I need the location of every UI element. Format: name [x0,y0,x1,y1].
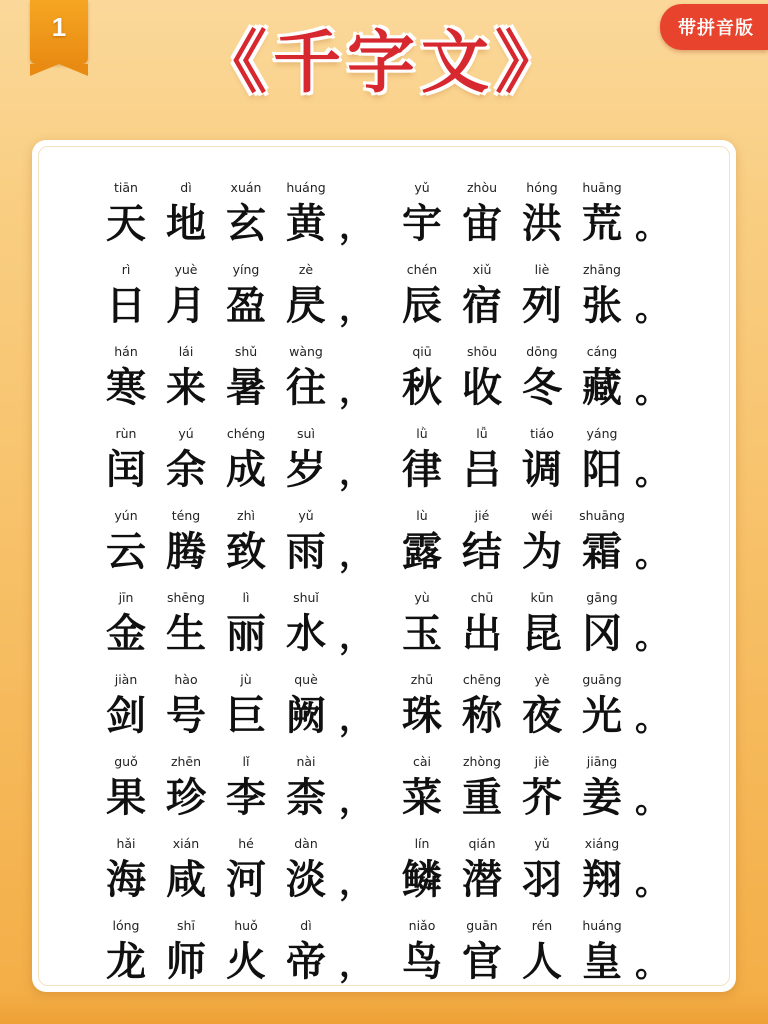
character-cell [216,508,276,575]
period-mark [632,844,672,903]
character-cell [452,426,512,493]
pinyin-label: guǒ [114,754,138,769]
hanzi-character: 荒 [582,200,622,247]
character-cell [572,754,632,821]
comma-glyph: ， [339,371,373,411]
character-cell [572,180,632,247]
period-mark [632,598,672,657]
character-cell [392,754,452,821]
pinyin-label: lǜ [416,426,428,441]
pinyin-label: zhòu [466,180,498,195]
pinyin-label: yuè [174,262,198,277]
hanzi-character: 吕 [462,446,502,493]
pinyin-label: hào [174,672,198,687]
character-cell [392,180,452,247]
pinyin-label: hóng [526,180,558,195]
period-glyph: 。 [635,453,669,493]
character-cell [276,754,336,821]
pinyin-label: gāng [586,590,618,605]
lesson-number-badge [30,0,88,64]
pinyin-label: jù [240,672,252,687]
character-cell [156,508,216,575]
pinyin-label: zhēn [170,754,202,769]
verse-row [58,818,710,903]
hanzi-character: 秋 [402,364,442,411]
hanzi-character: 来 [166,364,206,411]
hanzi-character: 菜 [402,774,442,821]
pinyin-label: cài [412,754,431,769]
period-mark [632,926,672,985]
verse-row [58,490,710,575]
character-cell [452,672,512,739]
pinyin-label: jīn [118,590,134,605]
pinyin-label: huáng [582,918,622,933]
pinyin-label: dì [180,180,192,195]
pinyin-label: guān [466,918,498,933]
verse-row [58,736,710,821]
character-cell [512,918,572,985]
comma-glyph: ， [339,289,373,329]
pinyin-label: dì [300,918,312,933]
character-cell [156,344,216,411]
pinyin-label: yún [114,508,138,523]
verse-row [58,900,710,985]
verse-row [58,244,710,329]
hanzi-character: 调 [522,446,562,493]
character-cell [276,836,336,903]
hanzi-character: 洪 [522,200,562,247]
character-cell [216,918,276,985]
hanzi-character: 果 [106,774,146,821]
hanzi-character: 巨 [226,692,266,739]
verse-row [58,326,710,411]
character-cell [156,672,216,739]
period-glyph: 。 [635,781,669,821]
character-cell [156,426,216,493]
hanzi-character: 霜 [582,528,622,575]
pinyin-version-tag: 带拼音版 [660,4,768,50]
character-cell [392,672,452,739]
comma-glyph: ， [339,863,373,903]
character-cell [392,508,452,575]
character-cell [156,754,216,821]
pinyin-label: suì [297,426,315,441]
hanzi-character: 成 [226,446,266,493]
hanzi-character: 潜 [462,856,502,903]
period-glyph: 。 [635,535,669,575]
hanzi-character: 龙 [106,938,146,985]
comma-mark [336,762,376,821]
period-mark [632,434,672,493]
pinyin-label: chū [470,590,494,605]
hanzi-character: 岁 [286,446,326,493]
character-cell [96,426,156,493]
hanzi-character: 宙 [462,200,502,247]
character-cell [216,590,276,657]
hanzi-character: 官 [462,938,502,985]
hanzi-character: 藏 [582,364,622,411]
verse-row [58,408,710,493]
pinyin-label: yǔ [534,836,550,851]
pinyin-label: xián [172,836,200,851]
character-cell [96,262,156,329]
comma-glyph: ， [339,945,373,985]
pinyin-label: qián [468,836,496,851]
hanzi-character: 玉 [402,610,442,657]
hanzi-character: 咸 [166,856,206,903]
character-cell [96,590,156,657]
hanzi-character: 收 [462,364,502,411]
period-glyph: 。 [635,371,669,411]
hanzi-character: 暑 [226,364,266,411]
character-cell [452,918,512,985]
hanzi-character: 致 [226,528,266,575]
pinyin-label: wàng [289,344,323,359]
hanzi-character: 鳞 [402,856,442,903]
character-cell [216,180,276,247]
hanzi-character: 寒 [106,364,146,411]
hanzi-character: 地 [166,200,206,247]
comma-glyph: ， [339,699,373,739]
pinyin-label: cáng [586,344,618,359]
character-cell [392,590,452,657]
page-title: 《千字文》 [198,23,569,103]
character-cell [452,508,512,575]
pinyin-label: jiè [534,754,550,769]
hanzi-character: 为 [522,528,562,575]
character-cell [276,344,336,411]
character-cell [452,344,512,411]
hanzi-character: 阳 [582,446,622,493]
hanzi-character: 皇 [582,938,622,985]
character-cell [512,836,572,903]
pinyin-label: hán [114,344,138,359]
hanzi-character: 辰 [402,282,442,329]
hanzi-character: 帝 [286,938,326,985]
pinyin-label: yǔ [298,508,314,523]
character-cell [276,672,336,739]
pinyin-label: shī [177,918,195,933]
pinyin-label: lín [414,836,430,851]
comma-glyph: ， [339,781,373,821]
pinyin-label: chēng [462,672,502,687]
hanzi-character: 律 [402,446,442,493]
character-cell [156,590,216,657]
pinyin-label: yíng [232,262,260,277]
hanzi-character: 月 [166,282,206,329]
pinyin-label: shēng [167,590,205,605]
comma-mark [336,434,376,493]
pinyin-label: liè [534,262,550,277]
comma-mark [336,844,376,903]
hanzi-character: 羽 [522,856,562,903]
character-cell [156,836,216,903]
pinyin-label: shuāng [579,508,625,523]
verse-row [58,654,710,739]
character-cell [512,672,572,739]
character-cell [572,426,632,493]
character-cell [276,508,336,575]
period-mark [632,516,672,575]
pinyin-label: chén [406,262,438,277]
pinyin-label: zhòng [463,754,501,769]
hanzi-character: 称 [462,692,502,739]
hanzi-character: 盈 [226,282,266,329]
pinyin-label: yú [178,426,194,441]
hanzi-character: 翔 [582,856,622,903]
title-container [0,23,768,103]
hanzi-character: 师 [166,938,206,985]
comma-glyph: ， [339,535,373,575]
pinyin-label: yè [534,672,550,687]
verse-row [58,572,710,657]
pinyin-label: dōng [526,344,558,359]
period-mark [632,188,672,247]
hanzi-character: 剑 [106,692,146,739]
character-cell [276,180,336,247]
period-glyph: 。 [635,207,669,247]
hanzi-character: 闰 [106,446,146,493]
hanzi-character: 珍 [166,774,206,821]
character-cell [156,918,216,985]
pinyin-label: lù [416,508,428,523]
character-cell [96,180,156,247]
hanzi-character: 姜 [582,774,622,821]
period-glyph: 。 [635,699,669,739]
period-glyph: 。 [635,289,669,329]
character-cell [96,836,156,903]
pinyin-label: lì [242,590,250,605]
character-cell [572,836,632,903]
period-glyph: 。 [635,863,669,903]
comma-mark [336,926,376,985]
character-cell [572,262,632,329]
character-cell [96,672,156,739]
hanzi-character: 宿 [462,282,502,329]
pinyin-label: zhì [237,508,255,523]
lesson-number: 1 [51,12,67,42]
character-cell [392,918,452,985]
hanzi-character: 云 [106,528,146,575]
pinyin-label: yáng [586,426,618,441]
character-cell [392,344,452,411]
character-cell [512,590,572,657]
hanzi-character: 河 [226,856,266,903]
hanzi-character: 黄 [286,200,326,247]
hanzi-character: 李 [226,774,266,821]
hanzi-character: 重 [462,774,502,821]
pinyin-label: lǐ [242,754,250,769]
pinyin-label: rén [531,918,553,933]
hanzi-character: 结 [462,528,502,575]
character-cell [96,918,156,985]
hanzi-character: 柰 [286,774,326,821]
hanzi-character: 人 [522,938,562,985]
hanzi-character: 金 [106,610,146,657]
character-cell [156,180,216,247]
period-glyph: 。 [635,617,669,657]
pinyin-label: zhū [410,672,434,687]
hanzi-character: 芥 [522,774,562,821]
character-cell [572,672,632,739]
pinyin-label: shōu [466,344,497,359]
character-cell [216,344,276,411]
comma-mark [336,270,376,329]
comma-mark [336,516,376,575]
hanzi-character: 张 [582,282,622,329]
hanzi-character: 光 [582,692,622,739]
hanzi-character: 出 [462,610,502,657]
character-cell [512,344,572,411]
pinyin-label: xiáng [584,836,620,851]
comma-mark [336,598,376,657]
hanzi-character: 号 [166,692,206,739]
hanzi-character: 露 [402,528,442,575]
pinyin-label: rùn [115,426,137,441]
character-cell [512,754,572,821]
pinyin-label: lái [178,344,194,359]
character-cell [216,754,276,821]
verse-rows [58,162,710,985]
hanzi-character: 阙 [286,692,326,739]
hanzi-character: 海 [106,856,146,903]
pinyin-label: zhāng [582,262,621,277]
character-cell [156,262,216,329]
pinyin-label: huáng [286,180,326,195]
pinyin-label: qiū [412,344,432,359]
hanzi-character: 日 [106,282,146,329]
hanzi-character: 宇 [402,200,442,247]
hanzi-character: 冬 [522,364,562,411]
hanzi-character: 淡 [286,856,326,903]
comma-glyph: ， [339,617,373,657]
pinyin-label: kūn [530,590,554,605]
pinyin-label: yù [414,590,430,605]
character-cell [276,262,336,329]
character-cell [216,672,276,739]
character-cell [452,262,512,329]
hanzi-character: 冈 [582,610,622,657]
pinyin-label: xiǔ [472,262,492,277]
pinyin-label: lóng [112,918,140,933]
character-cell [572,590,632,657]
character-cell [96,344,156,411]
character-cell [276,590,336,657]
character-cell [216,836,276,903]
pinyin-label: xuán [230,180,262,195]
pinyin-label: tiān [114,180,138,195]
character-cell [512,426,572,493]
character-cell [452,590,512,657]
bottom-shadow [0,992,768,1024]
pinyin-label: què [294,672,318,687]
character-cell [216,426,276,493]
character-cell [572,918,632,985]
pinyin-label: huāng [582,180,622,195]
period-mark [632,680,672,739]
hanzi-character: 夜 [522,692,562,739]
character-cell [392,836,452,903]
comma-mark [336,680,376,739]
hanzi-character: 列 [522,282,562,329]
character-cell [572,508,632,575]
comma-mark [336,188,376,247]
pinyin-label: hé [238,836,254,851]
comma-glyph: ， [339,207,373,247]
hanzi-character: 雨 [286,528,326,575]
pinyin-label: jié [474,508,490,523]
character-cell [392,262,452,329]
character-cell [96,754,156,821]
text-card [32,140,736,992]
period-mark [632,762,672,821]
pinyin-label: wéi [531,508,553,523]
character-cell [512,508,572,575]
hanzi-character: 昃 [286,282,326,329]
hanzi-character: 玄 [226,200,266,247]
character-cell [276,426,336,493]
pinyin-label: chéng [226,426,266,441]
pinyin-label: rì [121,262,131,277]
pinyin-label: dàn [294,836,318,851]
pinyin-label: lǚ [476,426,488,441]
pinyin-label: nài [296,754,316,769]
hanzi-character: 火 [226,938,266,985]
hanzi-character: 丽 [226,610,266,657]
pinyin-label: hǎi [116,836,136,851]
character-cell [452,754,512,821]
character-cell [392,426,452,493]
verse-row [58,162,710,247]
pinyin-label: jiāng [586,754,618,769]
character-cell [276,918,336,985]
pinyin-label: jiàn [114,672,138,687]
pinyin-label: téng [171,508,201,523]
character-cell [96,508,156,575]
period-mark [632,352,672,411]
pinyin-label: huǒ [234,918,258,933]
hanzi-character: 腾 [166,528,206,575]
period-mark [632,270,672,329]
hanzi-character: 珠 [402,692,442,739]
pinyin-label: niǎo [408,918,436,933]
pinyin-label: shuǐ [293,590,319,605]
pinyin-label: yǔ [414,180,430,195]
pinyin-label: tiáo [530,426,554,441]
hanzi-character: 余 [166,446,206,493]
character-cell [216,262,276,329]
period-glyph: 。 [635,945,669,985]
pinyin-label: guāng [582,672,622,687]
pinyin-label: shǔ [234,344,258,359]
comma-mark [336,352,376,411]
hanzi-character: 水 [286,610,326,657]
character-cell [572,344,632,411]
pinyin-label: zè [298,262,314,277]
hanzi-character: 生 [166,610,206,657]
comma-glyph: ， [339,453,373,493]
hanzi-character: 天 [106,200,146,247]
hanzi-character: 鸟 [402,938,442,985]
character-cell [452,836,512,903]
character-cell [512,262,572,329]
hanzi-character: 昆 [522,610,562,657]
hanzi-character: 往 [286,364,326,411]
character-cell [452,180,512,247]
character-cell [512,180,572,247]
